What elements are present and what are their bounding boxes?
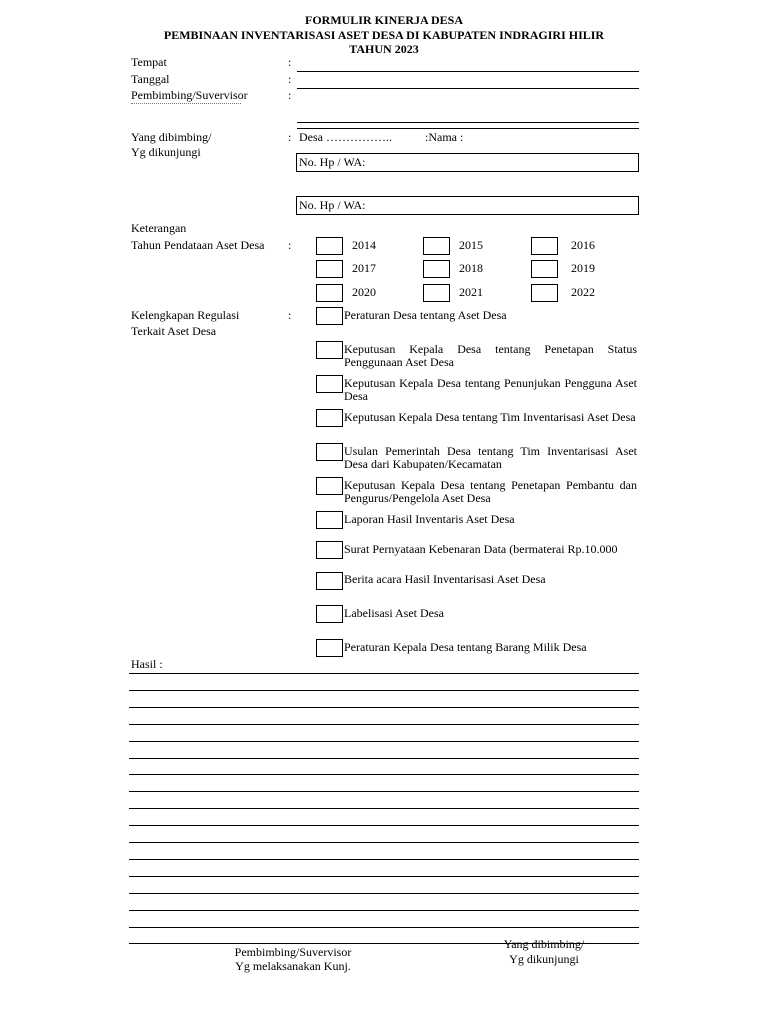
- checkbox-regulasi-11[interactable]: [316, 639, 343, 657]
- regulasi-item-6: Keputusan Kepala Desa tentang Penetapan Pembantu dan Pengurus/Pengelola Aset Desa: [344, 478, 637, 505]
- year-label-2014: 2014: [352, 238, 376, 252]
- tahun-label: Tahun Pendataan Aset Desa: [131, 238, 265, 252]
- regulasi-item-7: Laporan Hasil Inventaris Aset Desa: [344, 512, 515, 526]
- form-subtitle: PEMBINAAN INVENTARISASI ASET DESA DI KABUPATEN INDRAGIRI HILIR: [163, 28, 605, 42]
- year-label-2020: 2020: [352, 285, 376, 299]
- year-label-2016: 2016: [571, 238, 595, 252]
- year-label-2015: 2015: [459, 238, 483, 252]
- signature-right-title: Yang dibimbing/: [503, 937, 585, 951]
- hp-field-2[interactable]: [296, 196, 639, 215]
- hasil-line[interactable]: [129, 724, 639, 725]
- hp-label-2: No. Hp / WA:: [299, 198, 366, 212]
- year-label-2017: 2017: [352, 261, 376, 275]
- hasil-line[interactable]: [129, 842, 639, 843]
- checkbox-regulasi-3[interactable]: [316, 375, 343, 393]
- hasil-line[interactable]: [129, 741, 639, 742]
- checkbox-2021[interactable]: [423, 284, 450, 302]
- year-label-2019: 2019: [571, 261, 595, 275]
- hp-field-1[interactable]: [296, 153, 639, 172]
- hasil-label: Hasil :: [131, 657, 163, 671]
- form-title: FORMULIR KINERJA DESA: [304, 13, 463, 27]
- pembimbing-colon: :: [288, 88, 292, 102]
- hasil-line[interactable]: [129, 758, 639, 759]
- regulasi-item-2: Keputusan Kepala Desa tentang Penetapan Status Penggunaan Aset Desa: [344, 342, 637, 369]
- checkbox-2019[interactable]: [531, 260, 558, 278]
- tanggal-field-line[interactable]: [297, 88, 639, 89]
- hasil-line[interactable]: [129, 673, 639, 674]
- regulasi-item-4: Keputusan Kepala Desa tentang Tim Inventarisasi Aset Desa: [344, 410, 636, 424]
- regulasi-item-1: Peraturan Desa tentang Aset Desa: [344, 308, 507, 322]
- hasil-line[interactable]: [129, 808, 639, 809]
- tahun-colon: :: [288, 238, 292, 252]
- regulasi-label: Kelengkapan Regulasi: [131, 308, 240, 322]
- year-label-2021: 2021: [459, 285, 483, 299]
- hasil-line[interactable]: [129, 910, 639, 911]
- regulasi-label-2: Terkait Aset Desa: [131, 324, 217, 338]
- checkbox-regulasi-2[interactable]: [316, 341, 343, 359]
- year-label-2018: 2018: [459, 261, 483, 275]
- checkbox-regulasi-8[interactable]: [316, 541, 343, 559]
- tempat-colon: :: [288, 55, 292, 69]
- hp-label-1: No. Hp / WA:: [299, 155, 366, 169]
- tempat-label: Tempat: [131, 55, 167, 69]
- hasil-line[interactable]: [129, 859, 639, 860]
- hasil-line[interactable]: [129, 707, 639, 708]
- hasil-line[interactable]: [129, 690, 639, 691]
- regulasi-item-9: Berita acara Hasil Inventarisasi Aset Desa: [344, 572, 546, 586]
- regulasi-colon: :: [288, 308, 292, 322]
- signature-left-subtitle: Yg melaksanakan Kunj.: [235, 959, 351, 973]
- tanggal-colon: :: [288, 72, 292, 86]
- checkbox-2017[interactable]: [316, 260, 343, 278]
- clipped-label-remnant: [131, 102, 261, 105]
- hasil-line[interactable]: [129, 893, 639, 894]
- keterangan-label: Keterangan: [131, 221, 187, 235]
- checkbox-regulasi-10[interactable]: [316, 605, 343, 623]
- tempat-field-line[interactable]: [297, 71, 639, 72]
- dibimbing-colon: :: [288, 130, 292, 144]
- checkbox-regulasi-1[interactable]: [316, 307, 343, 325]
- form-year-clipped: [100, 42, 668, 56]
- nama-field[interactable]: :Nama :: [425, 130, 464, 144]
- checkbox-2014[interactable]: [316, 237, 343, 255]
- checkbox-regulasi-7[interactable]: [316, 511, 343, 529]
- checkbox-2022[interactable]: [531, 284, 558, 302]
- regulasi-item-3: Keputusan Kepala Desa tentang Penunjukan Pengguna Aset Desa: [344, 376, 637, 403]
- desa-field[interactable]: Desa ……………..: [299, 130, 392, 144]
- hasil-line[interactable]: [129, 927, 639, 928]
- checkbox-regulasi-4[interactable]: [316, 409, 343, 427]
- pembimbing-field-line-2[interactable]: [297, 128, 639, 129]
- hasil-line[interactable]: [129, 825, 639, 826]
- pembimbing-field-line-1[interactable]: [297, 122, 639, 123]
- hasil-line[interactable]: [129, 774, 639, 775]
- regulasi-item-5: Usulan Pemerintah Desa tentang Tim Inventarisasi Aset Desa dari Kabupaten/Kecamatan: [344, 444, 637, 471]
- regulasi-item-8: Surat Pernyataan Kebenaran Data (bermaterai Rp.10.000: [344, 542, 618, 556]
- dibimbing-label: Yang dibimbing/: [131, 130, 212, 144]
- checkbox-2016[interactable]: [531, 237, 558, 255]
- year-label-2022: 2022: [571, 285, 595, 299]
- checkbox-regulasi-6[interactable]: [316, 477, 343, 495]
- tanggal-label: Tanggal: [131, 72, 170, 86]
- form-year: TAHUN 2023: [349, 42, 419, 56]
- hasil-line[interactable]: [129, 876, 639, 877]
- dikunjungi-label: Yg dikunjungi: [131, 145, 201, 159]
- regulasi-item-11: Peraturan Kepala Desa tentang Barang Milik Desa: [344, 640, 587, 654]
- regulasi-item-10: Labelisasi Aset Desa: [344, 606, 444, 620]
- signature-left-title: Pembimbing/Suvervisor: [234, 945, 352, 959]
- checkbox-regulasi-5[interactable]: [316, 443, 343, 461]
- checkbox-2018[interactable]: [423, 260, 450, 278]
- pembimbing-label: Pembimbing/Suvervisor: [131, 88, 248, 102]
- hasil-line[interactable]: [129, 791, 639, 792]
- signature-right-subtitle: Yg dikunjungi: [509, 952, 579, 966]
- checkbox-2015[interactable]: [423, 237, 450, 255]
- checkbox-regulasi-9[interactable]: [316, 572, 343, 590]
- checkbox-2020[interactable]: [316, 284, 343, 302]
